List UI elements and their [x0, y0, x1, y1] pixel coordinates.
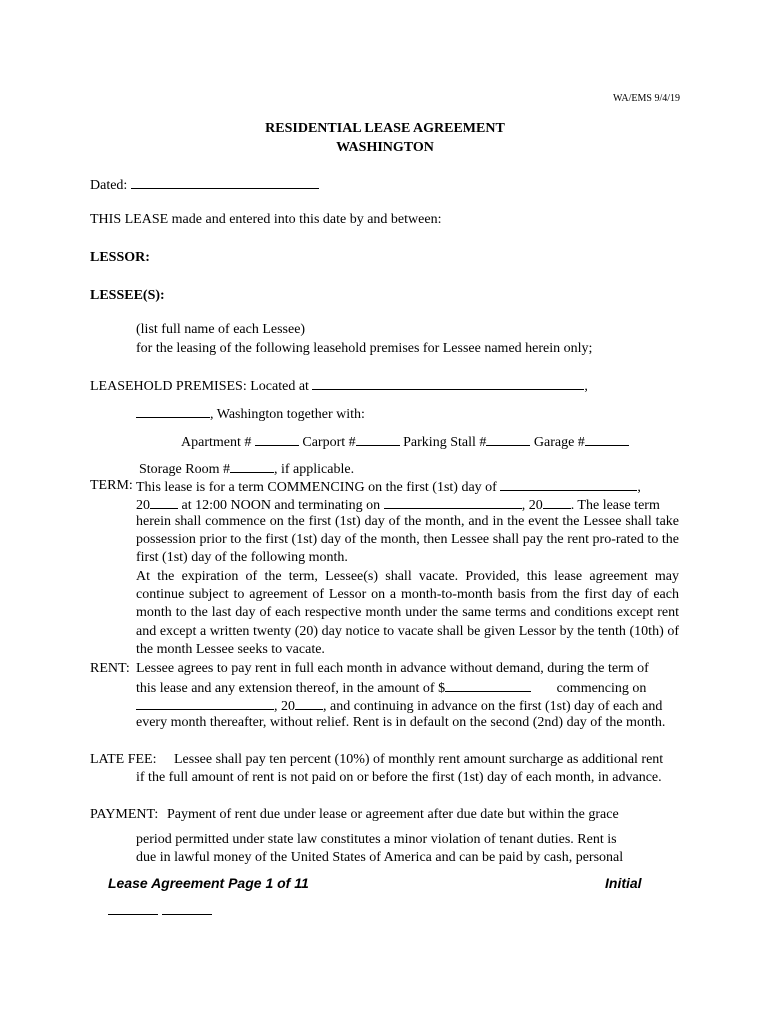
term-line-1-text: This lease is for a term COMMENCING on the first (1st) day of: [136, 480, 497, 495]
carport-label: Carport #: [302, 435, 356, 450]
initial-blank-1[interactable]: [108, 914, 158, 915]
document-subtitle: WASHINGTON: [336, 140, 434, 155]
late-fee-line-1: Lessee shall pay ten percent (10%) of monthly rent amount surcharge as additional rent: [174, 752, 664, 767]
rent-line-2-text: this lease and any extension thereof, in the amount of $: [136, 681, 446, 696]
lessee-note-2: for the leasing of the following leasehold premises for Lessee named herein only;: [136, 341, 593, 356]
payment-line-2: period permitted under state law constitutes a minor violation of tenant duties. Rent is: [136, 832, 617, 847]
dated-blank[interactable]: [131, 175, 319, 189]
parking-label: Parking Stall #: [403, 435, 487, 450]
payment-label: PAYMENT:: [90, 807, 159, 822]
term-year-prefix: 20: [136, 498, 150, 513]
footer-page-number: Lease Agreement Page 1 of 11: [108, 875, 309, 891]
term-start-year-blank[interactable]: [150, 495, 178, 509]
carport-blank[interactable]: [356, 432, 400, 446]
term-paragraph-1: herein shall commence on the first (1st) day of the month, and in the event the Lessee shall take possession prior to the first (1st) day of the month, then Lessee shall pay the rent pro-rated to the first (1st) day of the following month.: [136, 514, 679, 566]
late-fee-label: LATE FEE:: [90, 752, 157, 767]
premises-address-blank[interactable]: [312, 376, 584, 390]
premises-city-line: [136, 404, 365, 424]
garage-label: Garage #: [533, 435, 585, 450]
rent-line-3: [136, 696, 662, 716]
rent-line-2: [136, 678, 646, 698]
term-start-blank[interactable]: [500, 477, 637, 491]
intro-text: THIS LEASE made and entered into this date by and between:: [90, 212, 442, 227]
storage-label: Storage Room #: [139, 462, 230, 477]
parking-blank[interactable]: [486, 432, 530, 446]
rent-line-1: Lessee agrees to pay rent in full each month in advance without demand, during the term of: [136, 661, 649, 676]
term-line-2-text: at 12:00 NOON and terminating on: [181, 498, 381, 513]
initial-blank-2[interactable]: [162, 914, 212, 915]
dated-line: [90, 175, 319, 195]
lessor-label: LESSOR:: [90, 250, 150, 265]
term-paragraph-2: At the expiration of the term, Lessee(s) shall vacate. Provided, this lease agreement may continue subject to agreement of Lessor on a month-to-month basis from the first day of each month to the last day of each respective month under the same terms and conditions except rent and except a written twenty (20) day notice to vacate shall be given Lessor by the tenth (10th) of the month Lessee seeks to vacate.: [136, 569, 679, 657]
dated-label: Dated:: [90, 178, 128, 193]
document-code: WA/EMS 9/4/19: [613, 93, 680, 104]
apartment-label: Apartment #: [181, 435, 252, 450]
term-label: TERM:: [90, 478, 133, 493]
garage-blank[interactable]: [585, 432, 629, 446]
term-end-blank[interactable]: [384, 495, 522, 509]
term-line-2-end: . The lease term: [570, 498, 660, 513]
term-line-1: [136, 477, 680, 497]
premises-city-blank[interactable]: [136, 404, 210, 418]
storage-end: , if applicable.: [274, 462, 355, 477]
term-end-year-blank[interactable]: [543, 495, 571, 509]
premises-comma: ,: [584, 379, 588, 394]
term-line-2: [136, 495, 660, 515]
premises-city-text: , Washington together with:: [210, 407, 365, 422]
rent-label: RENT:: [90, 661, 130, 676]
rent-line-3-text: , and continuing in advance on the first (1st) day of each and: [323, 699, 663, 714]
apartment-blank[interactable]: [255, 432, 299, 446]
term-end-year-prefix: , 20: [521, 498, 543, 513]
units-line: [181, 432, 629, 452]
premises-line: [90, 376, 588, 396]
rent-amount-blank[interactable]: [445, 678, 531, 692]
footer-initial-label: Initial: [605, 875, 642, 891]
rent-year-blank[interactable]: [295, 696, 323, 710]
rent-commencing-text: commencing on: [556, 681, 647, 696]
lessee-note: (list full name of each Lessee): [136, 322, 306, 337]
rent-year-prefix: , 20: [274, 699, 295, 714]
rent-paragraph: every month thereafter, without relief. Rent is in default on the second (2nd) day of the month.: [136, 715, 666, 730]
payment-line-1: Payment of rent due under lease or agreement after due date but within the grace: [167, 807, 619, 822]
document-title: RESIDENTIAL LEASE AGREEMENT: [265, 121, 505, 136]
premises-label: LEASEHOLD PREMISES: Located at: [90, 379, 309, 394]
late-fee-paragraph: if the full amount of rent is not paid on or before the first (1st) day of each month, in advance.: [136, 770, 662, 785]
payment-line-3: due in lawful money of the United States of America and can be paid by cash, personal: [136, 850, 624, 865]
storage-line: [139, 459, 354, 479]
term-line-1-comma: ,: [637, 480, 641, 495]
lessee-label: LESSEE(S):: [90, 288, 165, 303]
storage-blank[interactable]: [230, 459, 274, 473]
rent-start-blank[interactable]: [136, 696, 274, 710]
